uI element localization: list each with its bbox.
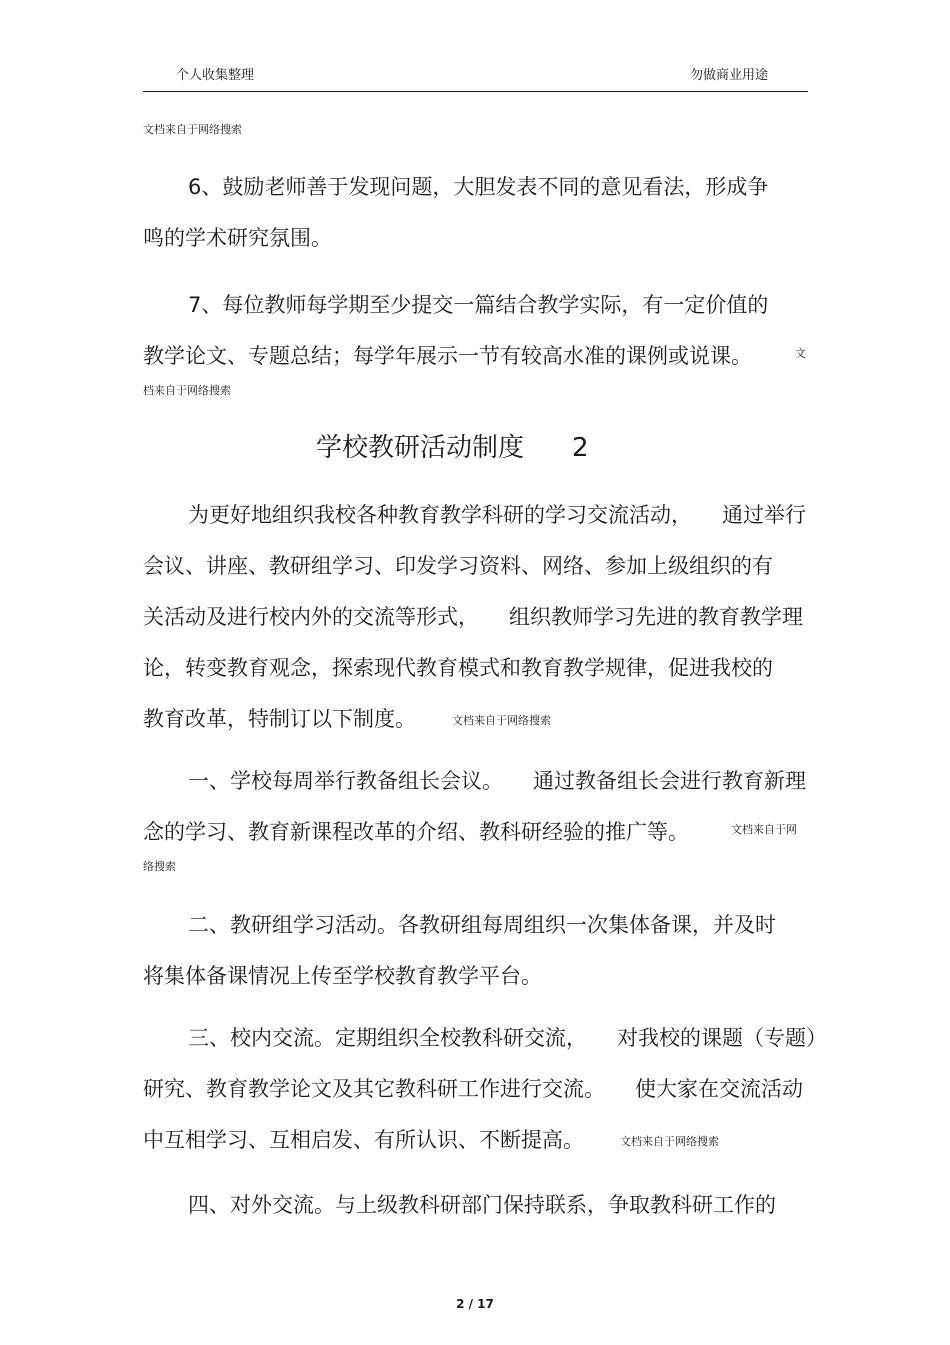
rule-2-line-1: 二、教研组学习活动。各教研组每周组织一次集体备课，并及时 — [188, 913, 776, 937]
intro-source-note: 文档来自于网络搜索 — [452, 713, 551, 727]
header-rule — [143, 91, 808, 92]
rule-3-line-1 — [143, 1013, 827, 1064]
rule-1 — [143, 756, 808, 858]
intro-line-5 — [143, 694, 808, 745]
item-6-line-1: 6、鼓励老师善于发现问题，大胆发表不同的意见看法，形成争 — [188, 175, 769, 199]
intro-line-3b: 组织教师学习先进的教育教学理 — [509, 605, 803, 629]
rule-3-line-3-text: 中互相学习、互相启发、有所认识、不断提高。 — [143, 1128, 584, 1152]
rule-1-line-1a: 一、学校每周举行教备组长会议。 — [188, 769, 503, 793]
rule-3 — [143, 1013, 827, 1166]
page-number: 2 / 17 — [456, 1297, 494, 1311]
section-title — [316, 428, 589, 468]
item-7 — [143, 280, 808, 382]
rule-1-line-1b: 通过教备组长会进行教育新理 — [533, 769, 806, 793]
rule-4 — [143, 1180, 808, 1231]
intro-line-1b: 通过举行 — [722, 503, 806, 527]
item-7-line-2: 教学论文、专题总结；每学年展示一节有较高水准的课例或说课。 — [143, 344, 752, 368]
rule-1-line-1 — [143, 756, 808, 807]
page-header-left: 个人收集整理 — [176, 68, 255, 83]
page-header-right: 勿做商业用途 — [690, 68, 769, 83]
rule-1-note-b: 络搜索 — [143, 860, 176, 873]
rule-3-source-note: 文档来自于网络搜索 — [620, 1134, 719, 1148]
intro-line-1a: 为更好地组织我校各种教育教学科研的学习交流活动， — [188, 503, 692, 527]
rule-2 — [143, 900, 808, 1002]
rule-3-line-2a: 研究、教育教学论文及其它教科研工作进行交流。 — [143, 1077, 605, 1101]
item-6-line-2: 鸣的学术研究氛围。 — [143, 226, 332, 250]
rule-1-note-a: 文档来自于网 — [731, 823, 797, 836]
intro-line-3a: 关活动及进行校内外的交流等形式， — [143, 605, 479, 629]
rule-4-line-1: 四、对外交流。与上级教科研部门保持联系，争取教科研工作的 — [188, 1193, 776, 1217]
item-6 — [143, 162, 808, 264]
rule-3-line-1b: 对我校的课题（专题） — [617, 1026, 827, 1050]
rule-2-line-2: 将集体备课情况上传至学校教育教学平台。 — [143, 964, 542, 988]
rule-3-line-2b: 使大家在交流活动 — [635, 1077, 803, 1101]
intro-line-5-text: 教育改革，特制订以下制度。 — [143, 707, 416, 731]
rule-3-line-3 — [143, 1115, 808, 1166]
rule-3-line-1a: 三、校内交流。定期组织全校教科研交流， — [188, 1026, 587, 1050]
intro-paragraph — [143, 490, 808, 745]
rule-1-line-2: 念的学习、教育新课程改革的介绍、教科研经验的推广等。 — [143, 820, 689, 844]
rule-3-line-2 — [143, 1064, 808, 1115]
item-7-line-1: 7、每位教师每学期至少提交一篇结合教学实际，有一定价值的 — [188, 293, 769, 317]
source-note: 文档来自于网络搜索 — [143, 123, 242, 136]
item-7-note-b: 档来自于网络搜索 — [143, 384, 231, 397]
intro-line-4: 论，转变教育观念，探索现代教育模式和教育教学规律，促进我校的 — [143, 656, 773, 680]
section-title-text: 学校教研活动制度 — [316, 433, 525, 463]
section-title-number: 2 — [572, 433, 589, 463]
intro-line-2: 会议、讲座、教研组学习、印发学习资料、网络、参加上级组织的有 — [143, 554, 773, 578]
item-7-note-a: 文 — [795, 347, 806, 360]
intro-line-1 — [143, 490, 808, 541]
intro-line-3 — [143, 592, 808, 643]
